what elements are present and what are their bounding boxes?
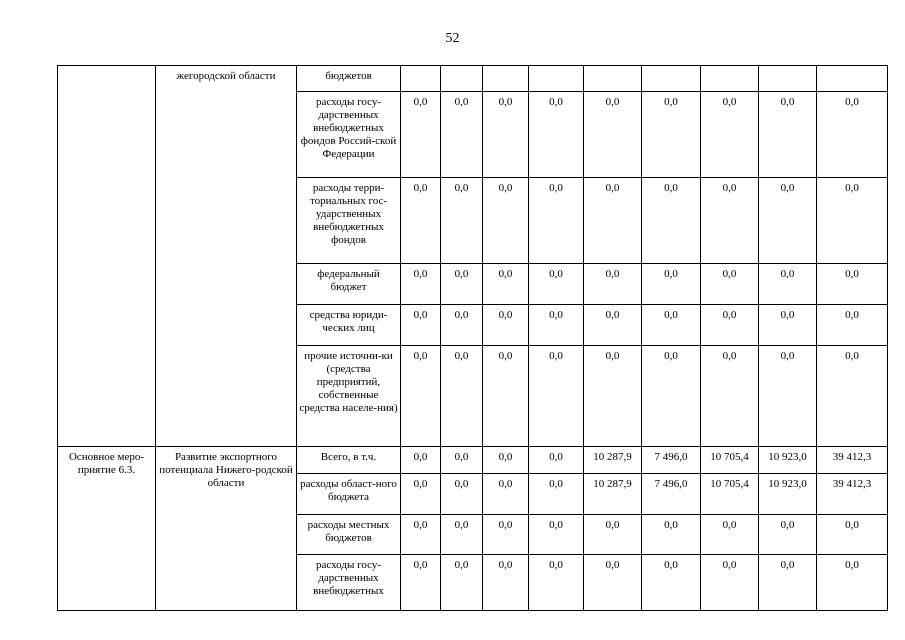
table-row xyxy=(58,447,888,474)
value-cell: 0,0 xyxy=(441,447,483,474)
value-cell: 10 287,9 xyxy=(584,447,642,474)
value-cell: 0,0 xyxy=(759,346,817,447)
value-cell: 0,0 xyxy=(642,92,701,178)
value-cell: 0,0 xyxy=(401,346,441,447)
value-cell: 0,0 xyxy=(483,447,529,474)
value-cell: 10 287,9 xyxy=(584,474,642,515)
value-cell: 0,0 xyxy=(701,178,759,264)
value-cell xyxy=(441,66,483,92)
value-cell: 0,0 xyxy=(642,305,701,346)
value-cell: 0,0 xyxy=(441,346,483,447)
source-cell: расходы госу-дарственных внебюджетных xyxy=(297,555,401,611)
value-cell: 0,0 xyxy=(584,555,642,611)
value-cell: 0,0 xyxy=(441,474,483,515)
value-cell: 0,0 xyxy=(817,264,888,305)
value-cell: 39 412,3 xyxy=(817,447,888,474)
value-cell: 0,0 xyxy=(817,346,888,447)
value-cell: 0,0 xyxy=(401,474,441,515)
value-cell: 7 496,0 xyxy=(642,447,701,474)
value-cell: 0,0 xyxy=(817,92,888,178)
value-cell: 0,0 xyxy=(401,515,441,555)
source-cell: средства юриди-ческих лиц xyxy=(297,305,401,346)
table-body-group2 xyxy=(58,447,888,611)
source-cell: расходы област-ного бюджета xyxy=(297,474,401,515)
value-cell: 0,0 xyxy=(529,92,584,178)
page-number: 52 xyxy=(445,31,460,46)
value-cell: 0,0 xyxy=(483,305,529,346)
source-cell: расходы местных бюджетов xyxy=(297,515,401,555)
value-cell xyxy=(642,66,701,92)
value-cell: 0,0 xyxy=(529,447,584,474)
value-cell: 0,0 xyxy=(401,178,441,264)
value-cell xyxy=(817,66,888,92)
value-cell: 0,0 xyxy=(759,92,817,178)
value-cell: 0,0 xyxy=(701,515,759,555)
value-cell: 0,0 xyxy=(759,305,817,346)
table-row xyxy=(58,66,888,92)
value-cell: 0,0 xyxy=(701,264,759,305)
value-cell: 0,0 xyxy=(529,264,584,305)
value-cell: 0,0 xyxy=(401,447,441,474)
value-cell: 0,0 xyxy=(584,92,642,178)
value-cell: 0,0 xyxy=(441,92,483,178)
value-cell: 7 496,0 xyxy=(642,474,701,515)
value-cell: 0,0 xyxy=(529,515,584,555)
source-cell: расходы терри-ториальных гос-ударственных внебюджетных фондов xyxy=(297,178,401,264)
source-cell: расходы госу-дарственных внебюджетных фондов Россий-ской Федерации xyxy=(297,92,401,178)
table-body-group1 xyxy=(58,66,888,447)
budget-table xyxy=(57,65,888,611)
value-cell: 0,0 xyxy=(701,92,759,178)
value-cell: 0,0 xyxy=(584,264,642,305)
value-cell: 0,0 xyxy=(529,305,584,346)
value-cell: 0,0 xyxy=(483,92,529,178)
value-cell: 10 705,4 xyxy=(701,447,759,474)
value-cell xyxy=(483,66,529,92)
value-cell: 10 923,0 xyxy=(759,447,817,474)
source-cell: прочие источни-ки (средства предприятий, собственные средства населе-ния) xyxy=(297,346,401,447)
value-cell: 0,0 xyxy=(401,305,441,346)
program-cell: Развитие экспортного потенциала Нижего-родской области xyxy=(156,447,297,611)
value-cell: 0,0 xyxy=(759,555,817,611)
source-cell: Всего, в т.ч. xyxy=(297,447,401,474)
value-cell: 0,0 xyxy=(701,346,759,447)
value-cell: 0,0 xyxy=(441,305,483,346)
program-cell: жегородской области xyxy=(156,66,297,447)
value-cell: 0,0 xyxy=(529,555,584,611)
value-cell: 0,0 xyxy=(817,178,888,264)
value-cell: 0,0 xyxy=(642,555,701,611)
source-cell: федеральный бюджет xyxy=(297,264,401,305)
value-cell: 10 923,0 xyxy=(759,474,817,515)
value-cell: 0,0 xyxy=(701,555,759,611)
value-cell: 0,0 xyxy=(401,555,441,611)
value-cell: 0,0 xyxy=(642,515,701,555)
value-cell: 0,0 xyxy=(483,346,529,447)
measure-cell: Основное меро-приятие 6.3. xyxy=(58,447,156,611)
value-cell: 0,0 xyxy=(701,305,759,346)
value-cell: 0,0 xyxy=(817,515,888,555)
value-cell: 0,0 xyxy=(483,555,529,611)
value-cell xyxy=(584,66,642,92)
value-cell: 0,0 xyxy=(529,178,584,264)
value-cell xyxy=(701,66,759,92)
value-cell: 0,0 xyxy=(483,178,529,264)
value-cell: 0,0 xyxy=(759,264,817,305)
value-cell xyxy=(401,66,441,92)
value-cell: 0,0 xyxy=(529,346,584,447)
value-cell: 0,0 xyxy=(441,515,483,555)
value-cell: 0,0 xyxy=(584,305,642,346)
value-cell: 0,0 xyxy=(759,515,817,555)
measure-cell xyxy=(58,66,156,447)
value-cell: 10 705,4 xyxy=(701,474,759,515)
value-cell: 0,0 xyxy=(759,178,817,264)
value-cell: 0,0 xyxy=(441,555,483,611)
value-cell: 0,0 xyxy=(817,305,888,346)
value-cell: 0,0 xyxy=(401,92,441,178)
value-cell: 0,0 xyxy=(584,515,642,555)
value-cell xyxy=(529,66,584,92)
value-cell: 0,0 xyxy=(642,264,701,305)
value-cell: 0,0 xyxy=(441,264,483,305)
value-cell: 0,0 xyxy=(817,555,888,611)
value-cell: 39 412,3 xyxy=(817,474,888,515)
value-cell: 0,0 xyxy=(441,178,483,264)
value-cell: 0,0 xyxy=(401,264,441,305)
value-cell: 0,0 xyxy=(483,264,529,305)
value-cell: 0,0 xyxy=(483,515,529,555)
value-cell xyxy=(759,66,817,92)
value-cell: 0,0 xyxy=(483,474,529,515)
source-cell: бюджетов xyxy=(297,66,401,92)
value-cell: 0,0 xyxy=(642,178,701,264)
value-cell: 0,0 xyxy=(584,346,642,447)
value-cell: 0,0 xyxy=(529,474,584,515)
value-cell: 0,0 xyxy=(584,178,642,264)
value-cell: 0,0 xyxy=(642,346,701,447)
